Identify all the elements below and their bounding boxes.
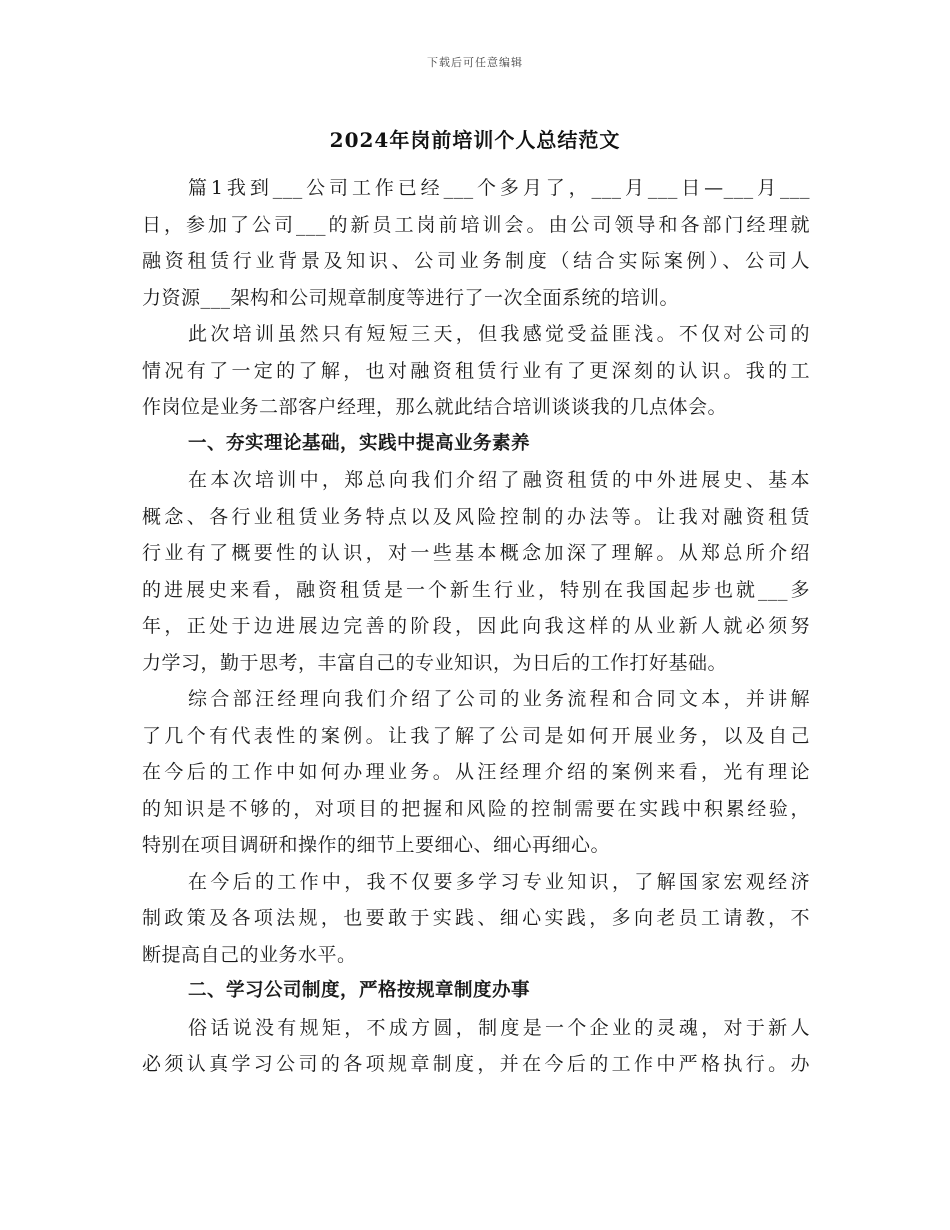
body-line: 综合部汪经理向我们介绍了公司的业务流程和合同文本，并讲解 [188,688,810,710]
body-line: 情况有了一定的了解，也对融资租赁行业有了更深刻的认识。我的工 [142,359,810,382]
body-line: 的进展史来看，融资租赁是一个新生行业，特别在我国起步也就___多 [142,578,810,601]
body-line: 篇1我到___公司工作已经___个多月了，___月___日—___月___ [188,177,810,199]
body-line: 在今后的工作中如何办理业务。从汪经理介绍的案例来看，光有理论 [142,761,810,783]
body-line: 力资源___架构和公司规章制度等进行了一次全面系统的培训。 [142,286,680,309]
body-line: 此次培训虽然只有短短三天，但我感觉受益匪浅。不仅对公司的 [188,323,810,345]
document-body [142,170,810,1083]
body-line: 概念、各行业租赁业务特点以及风险控制的办法等。让我对融资租赁 [142,505,810,528]
body-line: 行业有了概要性的认识，对一些基本概念加深了理解。从郑总所介绍 [142,542,810,564]
body-line: 俗话说没有规矩，不成方圆，制度是一个企业的灵魂，对于新人 [188,1016,810,1039]
body-line: 年，正处于边进展边完善的阶段，因此向我这样的从业新人就必须努 [142,615,810,637]
body-line: 制政策及各项法规，也要敢于实践、细心实践，多向老员工请教，不 [142,907,810,929]
body-line: 特别在项目调研和操作的细节上要细心、细心再细心。 [142,834,611,856]
body-line: 融资租赁行业背景及知识、公司业务制度（结合实际案例）、公司人 [142,250,810,272]
section-heading: 二、学习公司制度，严格按规章制度办事 [188,980,531,1001]
body-line: 在本次培训中，郑总向我们介绍了融资租赁的中外进展史、基本 [188,469,810,491]
body-line: 必须认真学习公司的各项规章制度，并在今后的工作中严格执行。办 [142,1053,810,1075]
body-line: 日，参加了公司___的新员工岗前培训会。由公司领导和各部门经理就 [142,213,810,236]
body-line: 作岗位是业务二部客户经理，那么就此结合培训谈谈我的几点体会。 [142,396,728,418]
document-title: 2024年岗前培训个人总结范文 [329,128,621,152]
body-line: 断提高自己的业务水平。 [142,943,357,966]
body-line: 了几个有代表性的案例。让我了解了公司是如何开展业务，以及自己 [142,724,810,747]
body-line: 在今后的工作中，我不仅要多学习专业知识，了解国家宏观经济 [188,870,810,893]
body-line: 力学习，勤于思考，丰富自己的专业知识，为日后的工作打好基础。 [142,651,728,674]
section-heading: 一、夯实理论基础，实践中提高业务素养 [188,432,531,454]
header-note: 下载后可任意编辑 [427,56,523,69]
body-line: 的知识是不够的，对项目的把握和风险的控制需要在实践中积累经验， [142,797,810,820]
